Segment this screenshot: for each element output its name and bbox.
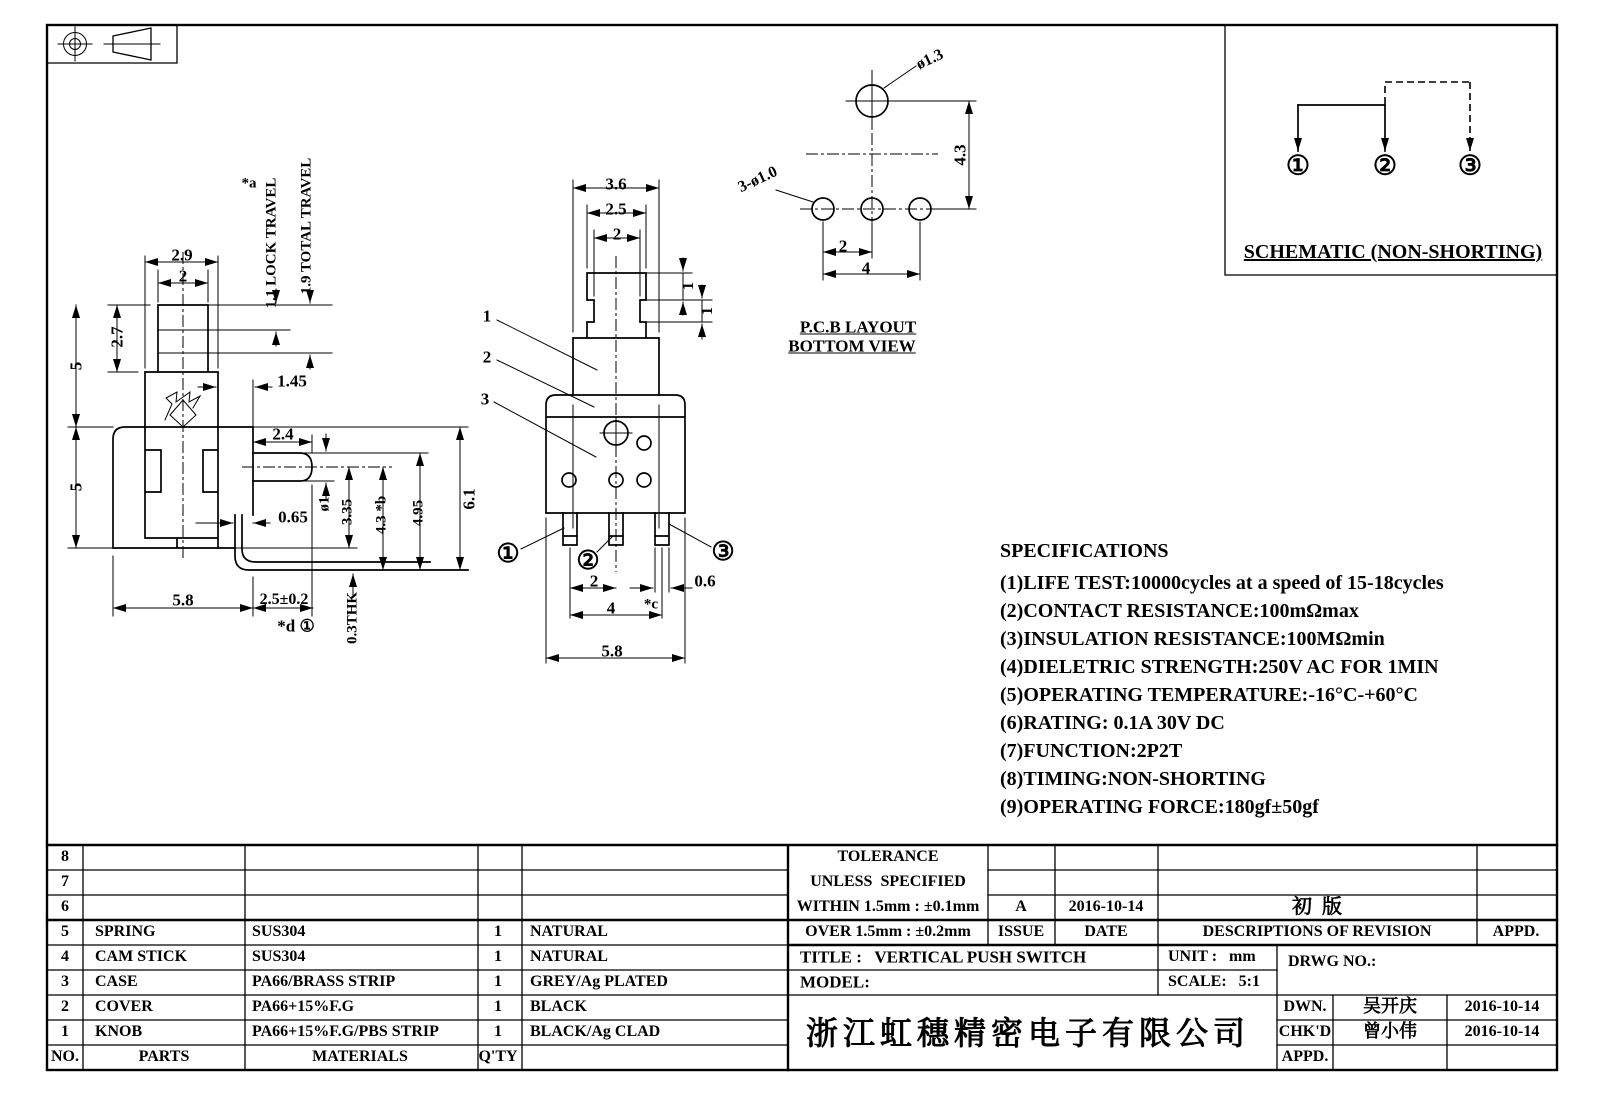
parts-part-3: CASE [95, 973, 138, 990]
parts-qty-5: 1 [494, 923, 502, 940]
dim-dia-1-3: ø1.3 [913, 45, 947, 74]
parts-part-1: KNOB [95, 1023, 143, 1040]
tolerance-line-2: UNLESS SPECIFIED [810, 873, 966, 890]
revision-desc: 初 版 [1292, 896, 1342, 918]
parts-fin-5: NATURAL [530, 923, 608, 940]
parts-mat-2: PA66+15%F.G [252, 998, 355, 1015]
parts-qty-2: 1 [494, 998, 502, 1015]
part-ref-1: 1 [482, 306, 492, 326]
parts-fin-2: BLACK [530, 998, 587, 1015]
parts-part-2: COVER [95, 998, 153, 1015]
parts-part-4: CAM STICK [95, 948, 188, 965]
dim-5-lower: 5 [66, 482, 86, 492]
company-name: 浙江虹穗精密电子有限公司 [805, 1015, 1251, 1051]
dwn-label: DWN. [1283, 998, 1327, 1015]
parts-no-6: 6 [61, 898, 69, 915]
schematic-pin-2: ② [1372, 150, 1398, 181]
dim-2-5-mid: 2.5 [605, 199, 627, 219]
dim-0-65: 0.65 [278, 507, 308, 527]
parts-header-part: PARTS [138, 1048, 190, 1065]
dim-2-5-tol: 2.5±0.2 [259, 591, 309, 608]
tolerance-line-1: TOLERANCE [837, 848, 939, 865]
pin-ref-3: ③ [711, 537, 735, 566]
dim-6-1: 6.1 [459, 488, 479, 510]
dim-4-pins: 4 [606, 598, 616, 618]
parts-header-no: NO. [51, 1048, 79, 1065]
dim-4-pcb: 4 [861, 258, 871, 278]
dim-2-shaft: 2 [178, 266, 188, 286]
note-star-d: *d ① [277, 616, 315, 636]
note-star-a: *a [241, 175, 257, 192]
parts-mat-4: SUS304 [252, 948, 306, 965]
dim-2-pcb: 2 [838, 236, 848, 256]
pin-ref-2: ② [576, 546, 600, 575]
parts-fin-1: BLACK/Ag CLAD [530, 1023, 661, 1040]
specs-item-8: (8)TIMING:NON-SHORTING [1000, 768, 1266, 790]
dim-2-mid: 2 [612, 224, 622, 244]
pcb-title-line1: P.C.B LAYOUT [799, 317, 917, 337]
schematic-pin-1: ① [1285, 150, 1311, 181]
dim-total-travel: 1.9 TOTAL TRAVEL [298, 157, 315, 295]
chkd-name: 曾小伟 [1363, 1021, 1417, 1041]
chkd-label: CHK'D [1278, 1023, 1332, 1040]
part-ref-3: 3 [480, 389, 490, 409]
dim-3-dia-1-0: 3-ø1.0 [735, 163, 781, 196]
dim-5-8-side: 5.8 [172, 590, 194, 610]
dim-5-8-front: 5.8 [601, 641, 623, 661]
parts-part-5: SPRING [95, 923, 156, 940]
date-label: DATE [1084, 923, 1128, 940]
specs-item-6: (6)RATING: 0.1A 30V DC [1000, 712, 1225, 734]
dim-4-3-pcb: 4.3 [950, 144, 970, 166]
dim-1-a: 1 [680, 282, 697, 290]
specs-title: SPECIFICATIONS [1000, 540, 1169, 562]
dim-2-4: 2.4 [272, 424, 294, 444]
dim-1-b: 1 [699, 307, 716, 315]
parts-header-qty: Q'TY [478, 1048, 518, 1065]
parts-qty-3: 1 [494, 973, 502, 990]
parts-mat-1: PA66+15%F.G/PBS STRIP [252, 1023, 439, 1040]
pcb-title-line2: BOTTOM VIEW [788, 336, 916, 356]
chkd-date: 2016-10-14 [1464, 1023, 1540, 1040]
note-star-c: *c [643, 596, 659, 613]
dim-1-45: 1.45 [277, 371, 307, 391]
tolerance-over: OVER 1.5mm : ±0.2mm [805, 923, 971, 940]
dim-0-3thk: 0.3THK [344, 591, 361, 645]
parts-fin-4: NATURAL [530, 948, 608, 965]
specs-item-5: (5)OPERATING TEMPERATURE:-16°C-+60°C [1000, 684, 1418, 706]
specs-item-3: (3)INSULATION RESISTANCE:100MΩmin [1000, 628, 1385, 650]
parts-no-5: 5 [61, 923, 69, 940]
part-ref-2: 2 [482, 347, 492, 367]
unit-label: UNIT : mm [1168, 948, 1256, 965]
dim-2-9: 2.9 [171, 245, 193, 265]
dim-3-35: 3.35 [339, 498, 356, 526]
issue-value: A [1015, 898, 1027, 915]
parts-no-3: 3 [61, 973, 69, 990]
dim-lock-travel: 1.1 LOCK TRAVEL [263, 177, 280, 309]
tolerance-within: WITHIN 1.5mm : ±0.1mm [796, 898, 980, 915]
parts-qty-1: 1 [494, 1023, 502, 1040]
specs-item-4: (4)DIELETRIC STRENGTH:250V AC FOR 1MIN [1000, 656, 1439, 678]
pin-ref-1: ① [496, 539, 520, 568]
schematic-pin-3: ③ [1457, 150, 1483, 181]
parts-no-1: 1 [61, 1023, 69, 1040]
schematic-title: SCHEMATIC (NON-SHORTING) [1243, 241, 1543, 263]
dim-0-6: 0.6 [694, 571, 716, 591]
appd-col-label: APPD. [1492, 923, 1540, 940]
title-label: TITLE : VERTICAL PUSH SWITCH [800, 947, 1087, 967]
dim-2-pins: 2 [589, 571, 599, 591]
dim-4-95: 4.95 [410, 499, 427, 527]
model-label: MODEL: [800, 972, 870, 992]
dim-2-7: 2.7 [107, 326, 127, 348]
specs-item-1: (1)LIFE TEST:10000cycles at a speed of 15-18cycles [1000, 572, 1444, 594]
parts-mat-3: PA66/BRASS STRIP [252, 973, 396, 990]
dim-dia1: ø1 [316, 496, 333, 512]
dwn-date: 2016-10-14 [1464, 998, 1540, 1015]
specs-item-2: (2)CONTACT RESISTANCE:100mΩmax [1000, 600, 1359, 622]
parts-no-2: 2 [61, 998, 69, 1015]
parts-header-mat: MATERIALS [312, 1048, 408, 1065]
desc-label: DESCRIPTIONS OF REVISION [1202, 923, 1432, 940]
dim-5-upper: 5 [66, 361, 86, 371]
scale-label: SCALE: 5:1 [1168, 973, 1261, 990]
parts-mat-5: SUS304 [252, 923, 306, 940]
date-value: 2016-10-14 [1068, 898, 1144, 915]
parts-qty-4: 1 [494, 948, 502, 965]
specs-item-9: (9)OPERATING FORCE:180gf±50gf [1000, 796, 1319, 818]
appd-row-label: APPD. [1281, 1048, 1329, 1065]
drwg-no-label: DRWG NO.: [1288, 953, 1377, 970]
parts-no-4: 4 [61, 948, 69, 965]
issue-label: ISSUE [997, 923, 1045, 940]
parts-fin-3: GREY/Ag PLATED [530, 973, 668, 990]
parts-no-7: 7 [61, 873, 69, 890]
parts-no-8: 8 [61, 848, 69, 865]
dim-4-3-b: 4.3 *b [373, 495, 390, 535]
dim-3-6: 3.6 [605, 174, 627, 194]
dwn-name: 吴开庆 [1363, 996, 1417, 1016]
specs-item-7: (7)FUNCTION:2P2T [1000, 740, 1183, 762]
